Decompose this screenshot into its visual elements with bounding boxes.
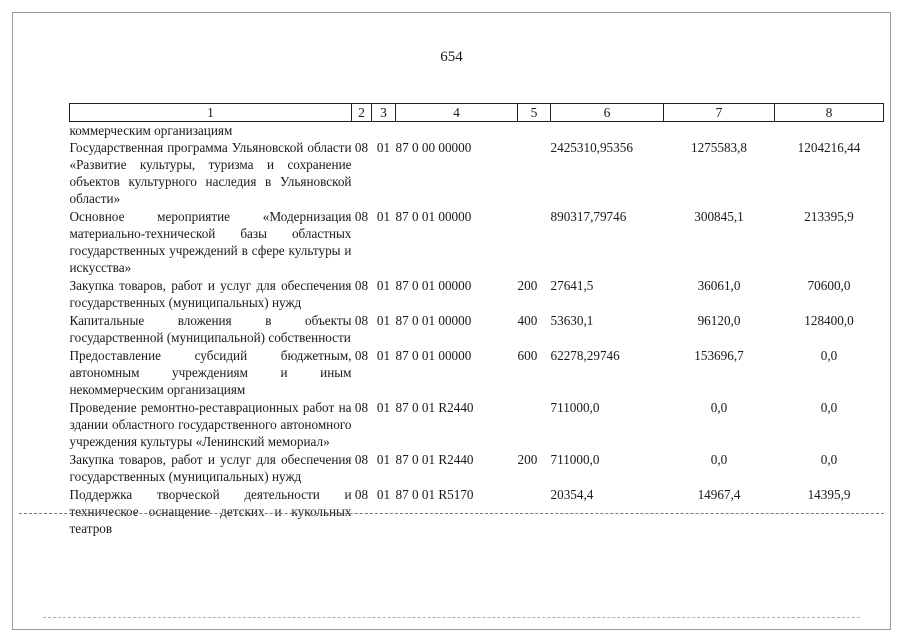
row-name: Закупка товаров, работ и услуг для обеспечения государственных (муниципальных) нужд <box>69 452 352 484</box>
row-amount-year3: 0,0 <box>820 348 838 363</box>
row-section: 08 <box>354 400 369 415</box>
column-header-7: 7 <box>664 104 775 122</box>
row-section: 08 <box>354 452 369 467</box>
continuation-text: коммерческим организациям <box>69 123 233 138</box>
table-header-row <box>70 104 884 122</box>
page-number: 654 <box>440 49 463 65</box>
row-target-code: 87 0 01 R5170 <box>395 487 474 502</box>
scan-edge-line <box>43 617 860 618</box>
table-row <box>70 207 884 276</box>
row-amount-year3: 14395,9 <box>807 487 851 502</box>
column-header-5: 5 <box>518 104 551 122</box>
row-amount-year3: 128400,0 <box>804 313 854 328</box>
table-row <box>70 450 884 485</box>
table-row <box>70 139 884 207</box>
row-section: 08 <box>354 140 369 155</box>
row-target-code: 87 0 01 00000 <box>395 209 472 224</box>
row-target-code: 87 0 01 00000 <box>395 313 472 328</box>
row-amount-year2: 0,0 <box>710 400 728 415</box>
column-header-3: 3 <box>372 104 396 122</box>
row-name: Государственная программа Ульяновской области «Развитие культуры, туризма и сохранение объектов культурного наследия в Ульяновской области» <box>69 140 352 206</box>
row-expense-type: 600 <box>517 348 538 363</box>
row-section: 08 <box>354 313 369 328</box>
row-amount-year2: 300845,1 <box>694 209 744 224</box>
row-section: 08 <box>354 487 369 502</box>
table-row <box>70 346 884 398</box>
column-header-2: 2 <box>352 104 372 122</box>
row-amount-year2: 0,0 <box>710 452 728 467</box>
budget-table <box>69 103 884 537</box>
row-subsection: 01 <box>376 348 391 363</box>
row-amount-year3: 1204216,44 <box>797 140 861 155</box>
column-header-1: 1 <box>70 104 352 122</box>
row-subsection: 01 <box>376 140 391 155</box>
column-header-6: 6 <box>551 104 664 122</box>
row-expense-type <box>518 398 551 450</box>
row-expense-type <box>518 485 551 537</box>
row-subsection: 01 <box>376 313 391 328</box>
table-row <box>70 311 884 346</box>
row-amount-year2: 1275583,8 <box>690 140 748 155</box>
row-name: Поддержка творческой деятельности и техническое оснащение детских и кукольных театров <box>69 487 352 536</box>
row-amount-year2: 14967,4 <box>697 487 741 502</box>
row-amount-year3: 213395,9 <box>804 209 854 224</box>
row-amount-year3: 0,0 <box>820 400 838 415</box>
row-amount-year3: 70600,0 <box>807 278 851 293</box>
row-amount-year1: 890317,79746 <box>550 209 627 224</box>
row-amount-year3: 0,0 <box>820 452 838 467</box>
row-section: 08 <box>354 209 369 224</box>
row-amount-year1: 711000,0 <box>550 400 600 415</box>
row-name: Капитальные вложения в объекты государственной (муниципальной) собственности <box>69 313 352 345</box>
continuation-row <box>70 122 884 140</box>
table-row <box>70 485 884 537</box>
row-amount-year2: 96120,0 <box>697 313 741 328</box>
row-amount-year2: 153696,7 <box>694 348 744 363</box>
row-expense-type: 400 <box>517 313 538 328</box>
row-amount-year1: 62278,29746 <box>550 348 620 363</box>
row-target-code: 87 0 01 00000 <box>395 348 472 363</box>
row-expense-type <box>518 139 551 207</box>
row-expense-type: 200 <box>517 278 538 293</box>
row-amount-year1: 2425310,95356 <box>550 140 633 155</box>
row-target-code: 87 0 01 R2440 <box>395 400 474 415</box>
row-name: Проведение ремонтно-реставрационных работ на здании областного государственного автономного учреждения культуры «Ленинский мемориал» <box>69 400 352 449</box>
document-page <box>12 12 891 630</box>
row-name: Закупка товаров, работ и услуг для обеспечения государственных (муниципальных) нужд <box>69 278 352 310</box>
row-subsection: 01 <box>376 452 391 467</box>
row-amount-year2: 36061,0 <box>697 278 741 293</box>
row-expense-type: 200 <box>517 452 538 467</box>
row-target-code: 87 0 01 00000 <box>395 278 472 293</box>
row-subsection: 01 <box>376 209 391 224</box>
row-name: Основное мероприятие «Модернизация материально-технической базы областных государственных учреждений в сфере культуры и искусства» <box>69 209 352 275</box>
table-row <box>70 276 884 311</box>
row-amount-year1: 20354,4 <box>550 487 594 502</box>
row-amount-year1: 27641,5 <box>550 278 594 293</box>
row-name: Предоставление субсидий бюджетным, автономным учреждениям и иным некоммерческим организациям <box>69 348 352 397</box>
row-amount-year1: 711000,0 <box>550 452 600 467</box>
scan-fold-line <box>19 513 884 514</box>
row-target-code: 87 0 00 00000 <box>395 140 472 155</box>
column-header-4: 4 <box>396 104 518 122</box>
row-subsection: 01 <box>376 278 391 293</box>
table-row <box>70 398 884 450</box>
column-header-8: 8 <box>775 104 884 122</box>
row-subsection: 01 <box>376 400 391 415</box>
row-section: 08 <box>354 348 369 363</box>
row-section: 08 <box>354 278 369 293</box>
row-subsection: 01 <box>376 487 391 502</box>
row-expense-type <box>518 207 551 276</box>
row-amount-year1: 53630,1 <box>550 313 594 328</box>
row-target-code: 87 0 01 R2440 <box>395 452 474 467</box>
